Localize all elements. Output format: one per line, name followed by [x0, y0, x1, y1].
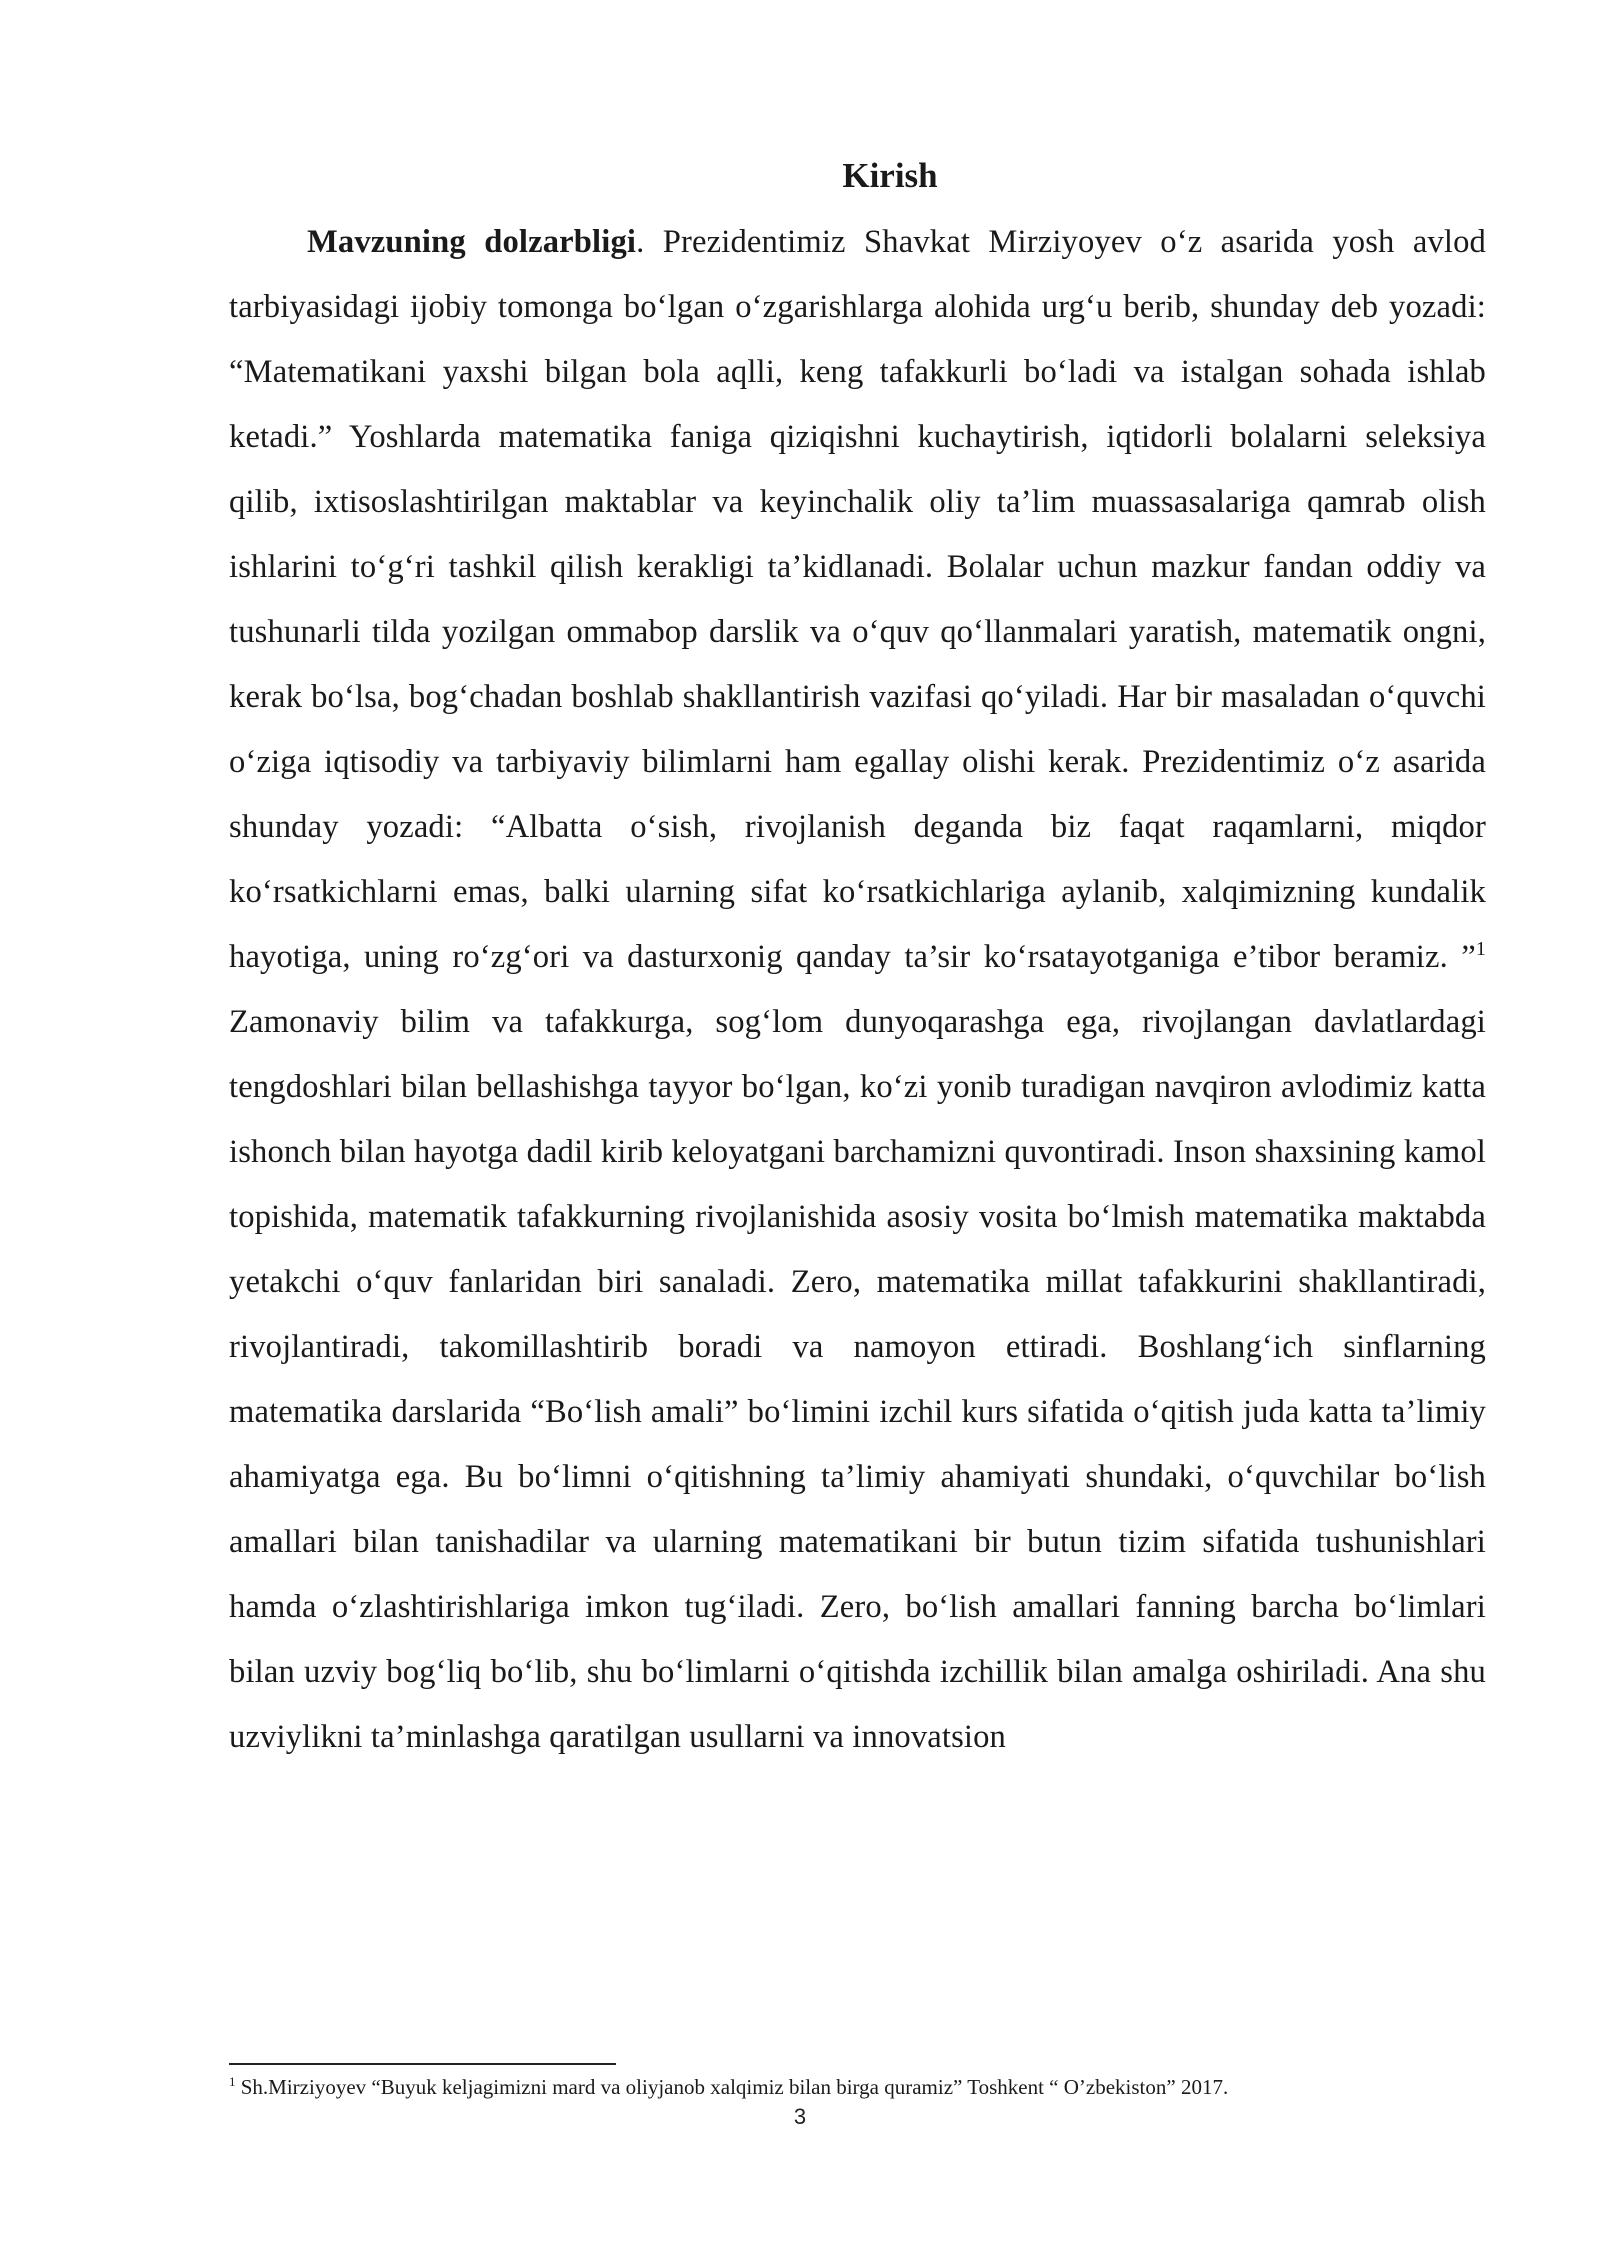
paragraph-text-part-1: Prezidentimiz Shavkat Mirziyoyev o‘z asarida yosh avlod tarbiyasidagi ijobiy tomonga bo‘lgan o‘zgarishlarga alohida urg‘u berib, shunday deb yozadi: “Matematikani yaxshi bilgan bola aqlli, keng tafakkurli bo‘ladi va istalgan sohada ishlab ketadi.” Yoshlarda matematika faniga qiziqishni kuchaytirish, iqtidorli bolalarni seleksiya qilib, ixtisoslashtirilgan maktablar va keyinchalik oliy ta’lim muassasalariga qamrab olish ishlarini to‘g‘ri tashkil qilish kerakligi ta’kidlanadi. Bolalar uchun mazkur fandan oddiy va tushunarli tilda yozilgan ommabop darslik va o‘quv qo‘llanmalari yaratish, matematik ongni, kerak bo‘lsa, bog‘chadan boshlab shakllantirish vazifasi qo‘yiladi. Har bir masaladan o‘quvchi o‘ziga iqtisodiy va tarbiyaviy bilimlarni ham egallay olishi kerak. Prezidentimiz o‘z asarida shunday yozadi: “Albatta o‘sish, rivojlanish deganda biz faqat raqamlarni, miqdor ko‘rsatkichlarni emas, balki ularning sifat ko‘rsatkichlariga aylanib, xalqimizning kundalik hayotiga, uning ro‘zg‘ori va dasturxonig qanday ta’sir ko‘rsatayotganiga e’tibor beramiz. ” — [229, 224, 1486, 975]
body-paragraph — [229, 210, 1486, 1770]
footnote-text: Sh.Mirziyoyev “Buyuk keljagimizni mard va oliyjanob xalqimiz bilan birga quramiz” Toshkent “ O’zbekiston” 2017. — [235, 2075, 1229, 2099]
footnote-divider — [229, 2063, 616, 2065]
page-heading: Kirish — [842, 156, 938, 195]
paragraph-lead-punct: . — [636, 224, 663, 260]
footnote-reference[interactable]: 1 — [1475, 938, 1486, 961]
footnote-mark: 1 — [229, 2074, 236, 2089]
paragraph-lead: Mavzuning dolzarbligi — [307, 224, 637, 260]
footnote — [229, 2072, 1486, 2102]
paragraph-text-part-2: Zamonaviy bilim va tafakkurga, sog‘lom dunyoqarashga ega, rivojlangan davlatlardagi tengdoshlari bilan bellashishga tayyor bo‘lgan, ko‘zi yonib turadigan navqiron avlodimiz katta ishonch bilan hayotga dadil kirib keloyatgani barchamizni quvontiradi. Inson shaxsining kamol topishida, matematik tafakkurning rivojlanishida asosiy vosita bo‘lmish matematika maktabda yetakchi o‘quv fanlaridan biri sanaladi. Zero, matematika millat tafakkurini shakllantiradi, rivojlantiradi, takomillashtirib boradi va namoyon ettiradi. Boshlang‘ich sinflarning matematika darslarida “Bo‘lish amali” bo‘limini izchil kurs sifatida o‘qitish juda katta ta’limiy ahamiyatga ega. Bu bo‘limni o‘qitishning ta’limiy ahamiyati shundaki, o‘quvchilar bo‘lish amallari bilan tanishadilar va ularning matematikani bir butun tizim sifatida tushunishlari hamda o‘zlashtirishlariga imkon tug‘iladi. Zero, bo‘lish amallari fanning barcha bo‘limlari bilan uzviy bog‘liq bo‘lib, shu bo‘limlarni o‘qitishda izchillik bilan amalga oshiriladi. Ana shu uzviylikni ta’minlashga qaratilgan usullarni va innovatsion — [229, 1004, 1486, 1755]
page-number: 3 — [793, 2104, 807, 2129]
